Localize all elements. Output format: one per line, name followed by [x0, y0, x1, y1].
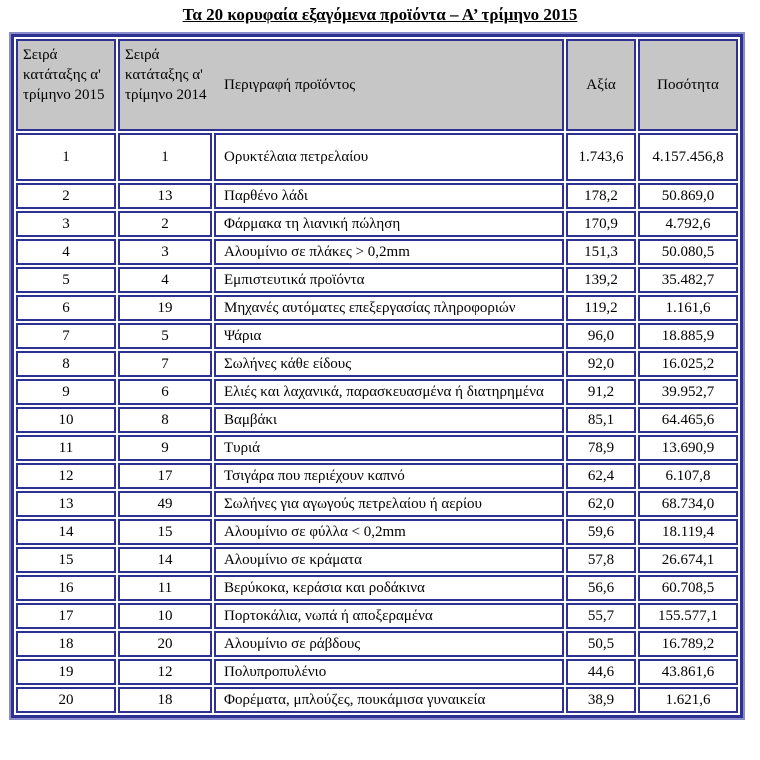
rank-2014-cell: 11	[118, 575, 212, 601]
rank-2014-cell: 9	[118, 435, 212, 461]
description-cell: Φορέματα, μπλούζες, πουκάμισα γυναικεία	[214, 687, 564, 713]
description-cell: Αλουμίνιο σε ράβδους	[214, 631, 564, 657]
table-row	[16, 323, 738, 349]
rank-2015-cell: 5	[16, 267, 116, 293]
table-row	[16, 239, 738, 265]
value-cell: 119,2	[566, 295, 636, 321]
rank-2014-cell: 1	[118, 133, 212, 181]
value-cell: 91,2	[566, 379, 636, 405]
table-row	[16, 659, 738, 685]
value-cell: 50,5	[566, 631, 636, 657]
col-header-description: Περιγραφή προϊόντος	[224, 76, 356, 93]
value-cell: 85,1	[566, 407, 636, 433]
rank-2015-cell: 1	[16, 133, 116, 181]
rank-2015-cell: 17	[16, 603, 116, 629]
rank-2015-cell: 6	[16, 295, 116, 321]
rank-2014-cell: 19	[118, 295, 212, 321]
col-header-rank-2014: Σειρά κατάταξης α' τρίμηνο 2014	[125, 47, 207, 103]
rank-2014-cell: 8	[118, 407, 212, 433]
table-row	[16, 211, 738, 237]
rank-2015-cell: 10	[16, 407, 116, 433]
quantity-cell: 13.690,9	[638, 435, 738, 461]
col-header-value: Αξία	[566, 39, 636, 131]
rank-2015-cell: 2	[16, 183, 116, 209]
description-cell: Εμπιστευτικά προϊόντα	[214, 267, 564, 293]
value-cell: 57,8	[566, 547, 636, 573]
table-row	[16, 133, 738, 181]
table-row	[16, 575, 738, 601]
value-cell: 139,2	[566, 267, 636, 293]
table-row	[16, 407, 738, 433]
rank-2014-cell: 2	[118, 211, 212, 237]
merged-header-inner	[120, 41, 562, 129]
table-row	[16, 351, 738, 377]
rank-2015-cell: 7	[16, 323, 116, 349]
page-title: Τα 20 κορυφαία εξαγόμενα προϊόντα – Α’ τρίμηνο 2015	[182, 5, 578, 24]
table-body	[16, 133, 738, 713]
quantity-cell: 64.465,6	[638, 407, 738, 433]
table-row	[16, 463, 738, 489]
quantity-cell: 60.708,5	[638, 575, 738, 601]
quantity-cell: 39.952,7	[638, 379, 738, 405]
rank-2015-cell: 13	[16, 491, 116, 517]
table-header	[16, 39, 738, 131]
value-cell: 44,6	[566, 659, 636, 685]
exports-table-wrapper	[9, 32, 745, 720]
quantity-cell: 16.025,2	[638, 351, 738, 377]
table-row	[16, 435, 738, 461]
rank-2014-cell: 5	[118, 323, 212, 349]
description-cell: Φάρμακα τη λιανική πώληση	[214, 211, 564, 237]
value-cell: 55,7	[566, 603, 636, 629]
quantity-cell: 4.157.456,8	[638, 133, 738, 181]
description-cell: Ελιές και λαχανικά, παρασκευασμένα ή διατηρημένα	[214, 379, 564, 405]
description-cell: Αλουμίνιο σε πλάκες > 0,2mm	[214, 239, 564, 265]
description-cell: Τσιγάρα που περιέχουν καπνό	[214, 463, 564, 489]
table-row	[16, 687, 738, 713]
quantity-cell: 26.674,1	[638, 547, 738, 573]
description-cell: Πολυπροπυλένιο	[214, 659, 564, 685]
value-cell: 78,9	[566, 435, 636, 461]
rank-2015-cell: 12	[16, 463, 116, 489]
rank-2015-cell: 3	[16, 211, 116, 237]
quantity-cell: 18.119,4	[638, 519, 738, 545]
description-cell: Παρθένο λάδι	[214, 183, 564, 209]
rank-2015-cell: 14	[16, 519, 116, 545]
rank-2014-cell: 15	[118, 519, 212, 545]
rank-2014-cell: 13	[118, 183, 212, 209]
rank-2015-cell: 18	[16, 631, 116, 657]
quantity-cell: 16.789,2	[638, 631, 738, 657]
value-cell: 151,3	[566, 239, 636, 265]
table-row	[16, 603, 738, 629]
table-row	[16, 519, 738, 545]
rank-2015-cell: 19	[16, 659, 116, 685]
rank-2015-cell: 11	[16, 435, 116, 461]
col-header-rank-2015: Σειρά κατάταξης α' τρίμηνο 2015	[16, 39, 116, 131]
description-cell: Αλουμίνιο σε φύλλα < 0,2mm	[214, 519, 564, 545]
description-cell: Βερύκοκα, κεράσια και ροδάκινα	[214, 575, 564, 601]
col-header-quantity: Ποσότητα	[638, 39, 738, 131]
rank-2014-cell: 20	[118, 631, 212, 657]
description-cell: Μηχανές αυτόματες επεξεργασίας πληροφοριών	[214, 295, 564, 321]
description-cell: Ορυκτέλαια πετρελαίου	[214, 133, 564, 181]
description-cell: Τυριά	[214, 435, 564, 461]
rank-2014-cell: 4	[118, 267, 212, 293]
rank-2015-cell: 4	[16, 239, 116, 265]
rank-2015-cell: 20	[16, 687, 116, 713]
quantity-cell: 155.577,1	[638, 603, 738, 629]
value-cell: 56,6	[566, 575, 636, 601]
rank-2015-cell: 8	[16, 351, 116, 377]
quantity-cell: 6.107,8	[638, 463, 738, 489]
rank-2014-cell: 17	[118, 463, 212, 489]
description-cell: Σωλήνες για αγωγούς πετρελαίου ή αερίου	[214, 491, 564, 517]
table-row	[16, 631, 738, 657]
quantity-cell: 50.080,5	[638, 239, 738, 265]
header-row	[16, 39, 738, 131]
value-cell: 92,0	[566, 351, 636, 377]
rank-2015-cell: 15	[16, 547, 116, 573]
table-row	[16, 379, 738, 405]
rank-2014-cell: 6	[118, 379, 212, 405]
rank-2014-cell: 12	[118, 659, 212, 685]
quantity-cell: 68.734,0	[638, 491, 738, 517]
rank-2014-cell: 49	[118, 491, 212, 517]
description-cell: Σωλήνες κάθε είδους	[214, 351, 564, 377]
table-row	[16, 183, 738, 209]
quantity-cell: 50.869,0	[638, 183, 738, 209]
value-cell: 38,9	[566, 687, 636, 713]
description-cell: Αλουμίνιο σε κράματα	[214, 547, 564, 573]
table-row	[16, 547, 738, 573]
value-cell: 62,4	[566, 463, 636, 489]
description-cell: Βαμβάκι	[214, 407, 564, 433]
value-cell: 1.743,6	[566, 133, 636, 181]
table-row	[16, 491, 738, 517]
value-cell: 178,2	[566, 183, 636, 209]
description-cell: Ψάρια	[214, 323, 564, 349]
rank-2014-cell: 7	[118, 351, 212, 377]
rank-2015-cell: 9	[16, 379, 116, 405]
quantity-cell: 43.861,6	[638, 659, 738, 685]
quantity-cell: 1.161,6	[638, 295, 738, 321]
table-row	[16, 267, 738, 293]
rank-2014-cell: 10	[118, 603, 212, 629]
table-row	[16, 295, 738, 321]
value-cell: 59,6	[566, 519, 636, 545]
quantity-cell: 18.885,9	[638, 323, 738, 349]
value-cell: 96,0	[566, 323, 636, 349]
quantity-cell: 1.621,6	[638, 687, 738, 713]
rank-2014-cell: 14	[118, 547, 212, 573]
quantity-cell: 35.482,7	[638, 267, 738, 293]
col-header-rank-2014-and-description	[118, 39, 564, 131]
exports-table	[11, 34, 743, 718]
description-cell: Πορτοκάλια, νωπά ή αποξεραμένα	[214, 603, 564, 629]
value-cell: 170,9	[566, 211, 636, 237]
quantity-cell: 4.792,6	[638, 211, 738, 237]
value-cell: 62,0	[566, 491, 636, 517]
rank-2014-cell: 3	[118, 239, 212, 265]
rank-2014-cell: 18	[118, 687, 212, 713]
rank-2015-cell: 16	[16, 575, 116, 601]
